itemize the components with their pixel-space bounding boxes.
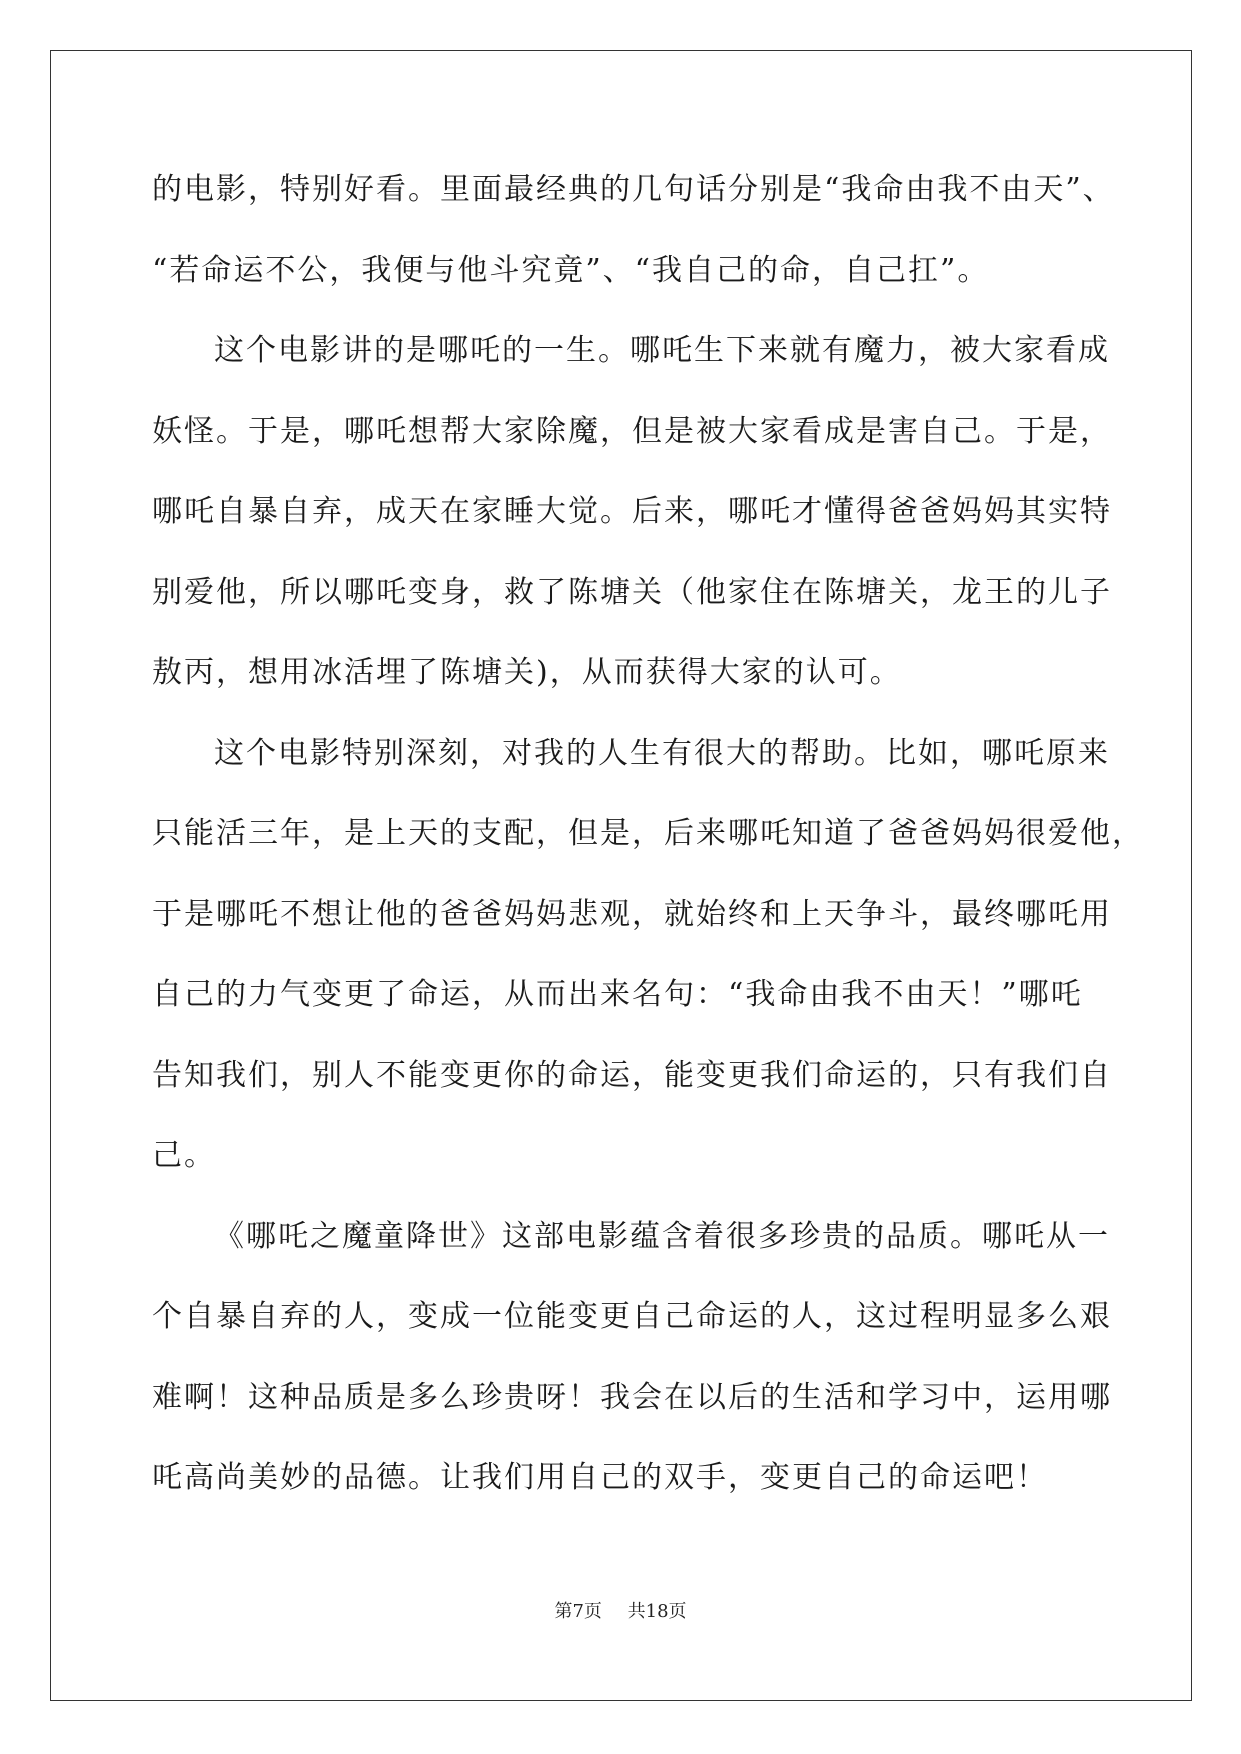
text-line: 告知我们，别人不能变更你的命运，能变更我们命运的，只有我们自 xyxy=(152,1057,1112,1093)
text-line: 妖怪。于是，哪吒想帮大家除魔，但是被大家看成是害自己。于是， xyxy=(152,413,1112,449)
text-line: 这个电影特别深刻，对我的人生有很大的帮助。比如，哪吒原来 xyxy=(214,735,1110,771)
page-total: 共18页 xyxy=(627,1601,687,1622)
text-line: 哪吒自暴自弃，成天在家睡大觉。后来，哪吒才懂得爸爸妈妈其实特 xyxy=(152,494,1112,529)
text-line: 敖丙，想用冰活埋了陈塘关)，从而获得大家的认可。 xyxy=(152,655,902,690)
text-line: 这个电影讲的是哪吒的一生。哪吒生下来就有魔力，被大家看成 xyxy=(214,333,1110,368)
document-body xyxy=(152,150,1144,1519)
text-line: 自己的力气变更了命运，从而出来名句：“我命由我不由天！”哪吒 xyxy=(152,977,1083,1012)
text-line: 的电影，特别好看。里面最经典的几句话分别是“我命由我不由天”、 xyxy=(152,172,1115,207)
text-line: 难啊！这种品质是多么珍贵呀！我会在以后的生活和学习中，运用哪 xyxy=(152,1379,1112,1415)
text-line: 只能活三年，是上天的支配，但是，后来哪吒知道了爸爸妈妈很爱他， xyxy=(152,816,1144,851)
text-line: 别爱他，所以哪吒变身，救了陈塘关（他家住在陈塘关，龙王的儿子 xyxy=(152,574,1112,610)
text-line: “若命运不公，我便与他斗究竟”、“我自己的命，自己扛”。 xyxy=(152,252,990,288)
text-line: 个自暴自弃的人，变成一位能变更自己命运的人，这过程明显多么艰 xyxy=(152,1299,1112,1334)
text-line: 于是哪吒不想让他的爸爸妈妈悲观，就始终和上天争斗，最终哪吒用 xyxy=(152,896,1112,932)
page-number: 第7页 xyxy=(554,1601,602,1622)
text-line: 《哪吒之魔童降世》这部电影蕴含着很多珍贵的品质。哪吒从一 xyxy=(214,1218,1110,1254)
page-footer xyxy=(0,1597,1241,1623)
text-line: 己。 xyxy=(152,1138,216,1173)
text-line: 吒高尚美妙的品德。让我们用自己的双手，变更自己的命运吧！ xyxy=(152,1460,1048,1495)
